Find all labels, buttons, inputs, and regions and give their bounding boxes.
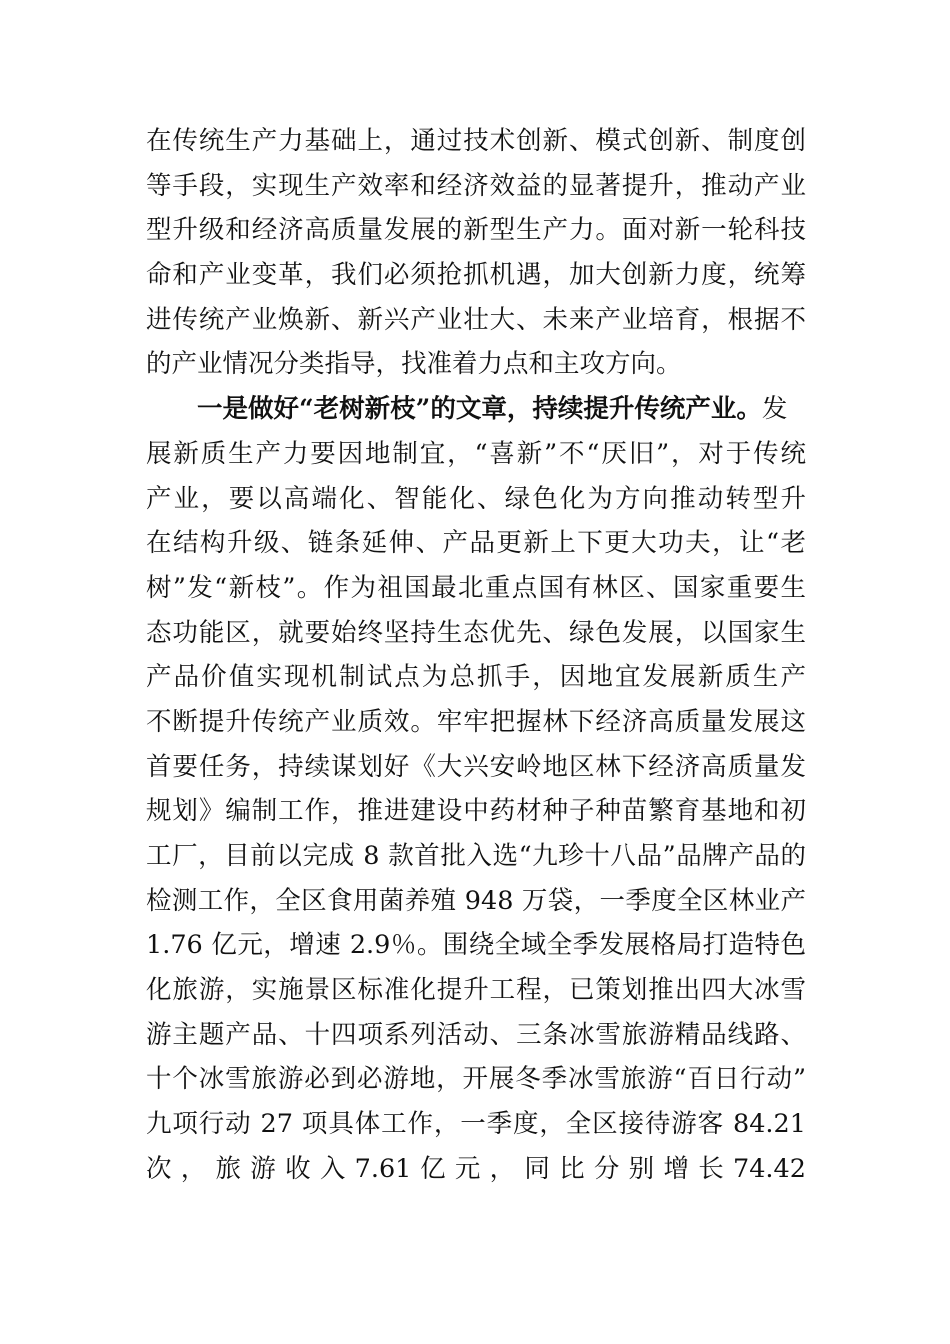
paragraph2-line: 树”发“新枝”。作为祖国最北重点国有林区、国家重要生 <box>146 572 806 603</box>
paragraph2-line: 次 ， 旅 游 收 入 7.61 亿 元 ， 同 比 分 别 增 长 74.42 <box>146 1153 806 1184</box>
section-heading: 一是做好“老树新枝”的文章，持续提升传统产业。 <box>197 394 762 425</box>
paragraph2-first-line <box>146 387 806 432</box>
paragraph2-line: 检测工作，全区食用菌养殖 948 万袋，一季度全区林业产 <box>146 885 806 916</box>
paragraph2-line: 游主题产品、十四项系列活动、三条冰雪旅游精品线路、 <box>146 1019 806 1050</box>
paragraph2-first-line-rest: 发 <box>761 394 788 425</box>
paragraph2-line: 首要任务，持续谋划好《大兴安岭地区林下经济高质量发 <box>146 751 806 782</box>
paragraph2-line: 工厂，目前以完成 8 款首批入选“九珍十八品”品牌产品的 <box>146 841 806 871</box>
paragraph2-line: 不断提升传统产业质效。牢牢把握林下经济高质量发展这 <box>146 706 806 737</box>
paragraph1-line: 型升级和经济高质量发展的新型生产力。面对新一轮科技 <box>146 215 806 246</box>
document-body <box>146 119 806 1192</box>
paragraph2-line: 规划》编制工作，推进建设中药材种子种苗繁育基地和初 <box>146 796 806 827</box>
paragraph1-line: 的产业情况分类指导，找准着力点和主攻方向。 <box>146 349 682 380</box>
paragraph2-line: 展新质生产力要因地制宜，“喜新”不“厌旧”，对于传统 <box>146 438 806 469</box>
paragraph2-line: 产业，要以高端化、智能化、绿色化为方向推动转型升 <box>146 483 806 514</box>
paragraph2-line: 产品价值实现机制试点为总抓手，因地宜发展新质生产 <box>146 662 806 693</box>
paragraph2-line: 态功能区，就要始终坚持生态优先、绿色发展，以国家生 <box>146 617 806 648</box>
paragraph2-line: 在结构升级、链条延伸、产品更新上下更大功夫，让“老 <box>146 528 806 559</box>
paragraph1-line: 在传统生产力基础上，通过技术创新、模式创新、制度创 <box>146 126 806 156</box>
paragraph1-line: 进传统产业焕新、新兴产业壮大、未来产业培育，根据不 <box>146 304 806 335</box>
paragraph1-line: 命和产业变革，我们必须抢抓机遇，加大创新力度，统筹 <box>146 260 806 291</box>
paragraph1-line: 等手段，实现生产效率和经济效益的显著提升，推动产业 <box>146 170 806 201</box>
paragraph2-line: 1.76 亿元，增速 2.9％。围绕全域全季发展格局打造特色 <box>146 930 806 961</box>
paragraph2-line: 九项行动 27 项具体工作，一季度，全区接待游客 84.21 <box>146 1109 806 1140</box>
paragraph2-line: 十个冰雪旅游必到必游地，开展冬季冰雪旅游“百日行动” <box>146 1064 806 1095</box>
paragraph2-line: 化旅游，实施景区标准化提升工程，已策划推出四大冰雪 <box>146 975 806 1006</box>
